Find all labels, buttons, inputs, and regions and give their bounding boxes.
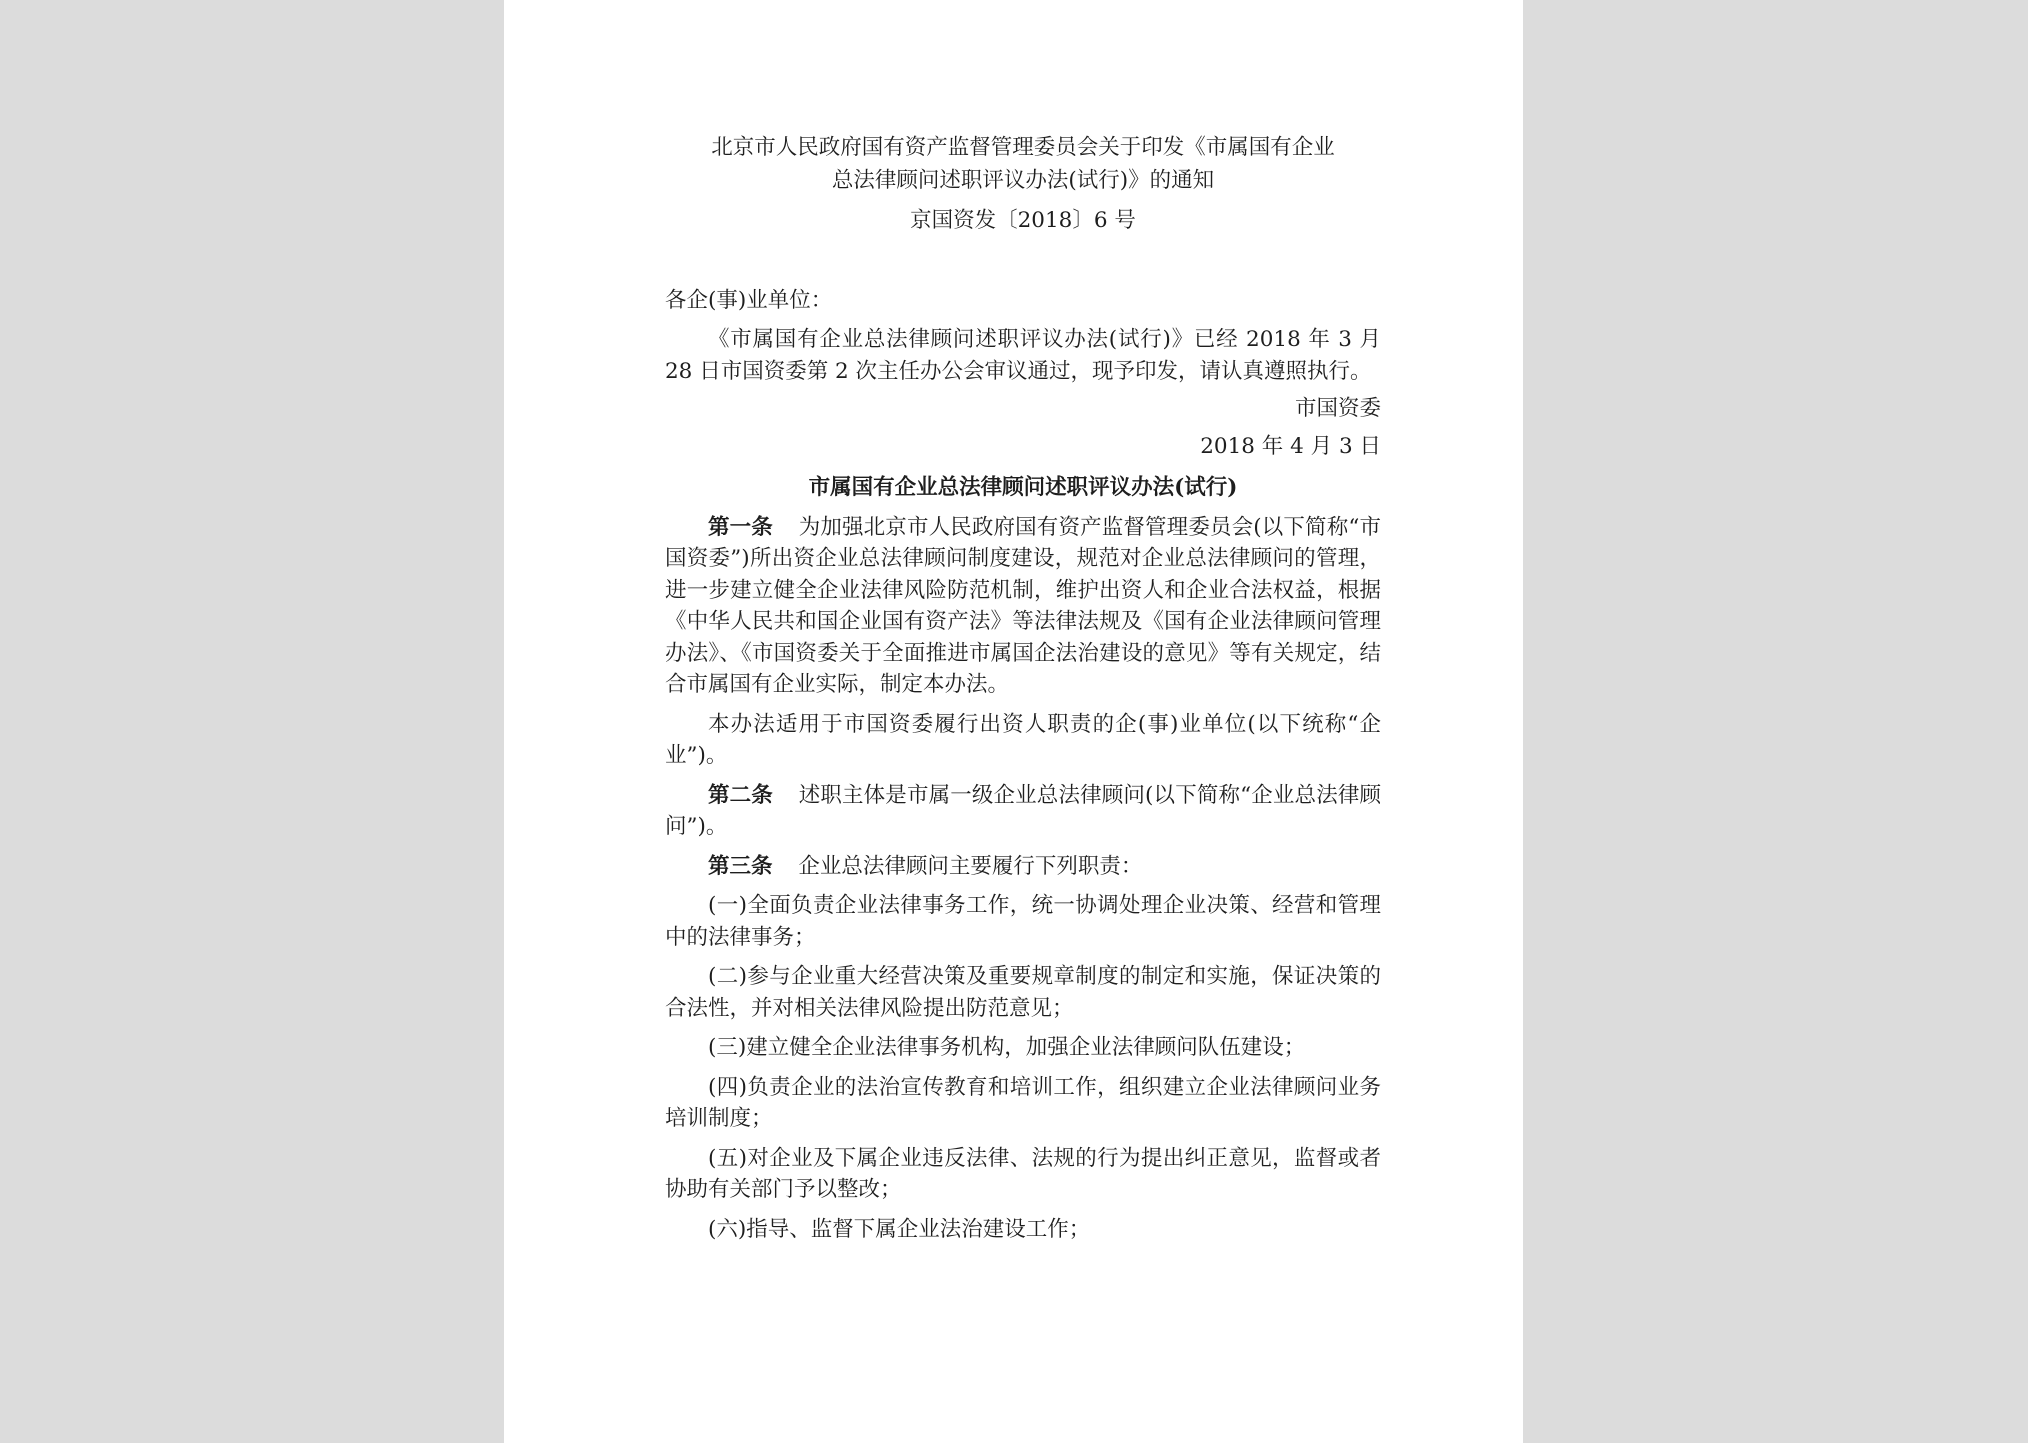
duty-item: (二)参与企业重大经营决策及重要规章制度的制定和实施，保证决策的合法性，并对相关法律风险提出防范意见； [665, 964, 1381, 1021]
article-1-label: 第一条 [708, 514, 773, 540]
title-line-1: 北京市人民政府国有资产监督管理委员会关于印发《市属国有企业 [711, 135, 1335, 160]
duty-item: (四)负责企业的法治宣传教育和培训工作，组织建立企业法律顾问业务培训制度； [665, 1074, 1381, 1131]
document-page [504, 0, 1523, 1443]
issuer: 市国资委 [1294, 396, 1381, 421]
duty-item: (一)全面负责企业法律事务工作，统一协调处理企业决策、经营和管理中的法律事务； [665, 893, 1381, 950]
document-number: 京国资发〔2018〕6 号 [910, 208, 1136, 233]
article-1-scope: 本办法适用于市国资委履行出资人职责的企(事)业单位(以下统称“企业”)。 [665, 711, 1381, 768]
article-3-label: 第三条 [708, 853, 773, 879]
duty-item: (六)指导、监督下属企业法治建设工作； [708, 1216, 1091, 1242]
article-1 [665, 512, 1381, 701]
article-2-text: 述职主体是市属一级企业总法律顾问(以下简称“企业总法律顾问”)。 [665, 782, 1381, 839]
title-line-2: 总法律顾问述职评议办法(试行)》的通知 [831, 168, 1215, 193]
duty-item: (三)建立健全企业法律事务机构，加强企业法律顾问队伍建设； [708, 1035, 1306, 1060]
article-1-text: 为加强北京市人民政府国有资产监督管理委员会(以下简称“市国资委”)所出资企业总法律顾问制度建设，规范对企业总法律顾问的管理，进一步建立健全企业法律风险防范机制，维护出资人和企业合法权益，根据《中华人民共和国企业国有资产法》等法律法规及《国有企业法律顾问管理办法》、《市国资委关于全面推进市属国企法治建设的意见》等有关规定，结合市属国有企业实际，制定本办法。 [665, 514, 1381, 697]
article-3 [665, 851, 1381, 883]
article-3-text: 企业总法律顾问主要履行下列职责： [798, 853, 1143, 879]
article-2 [665, 780, 1381, 843]
salutation: 各企(事)业单位： [665, 287, 833, 313]
intro-paragraph: 《市属国有企业总法律顾问述职评议办法(试行)》已经 2018 年 3 月 28 日市国资委第 2 次主任办公会审议通过，现予印发，请认真遵照执行。 [665, 327, 1381, 384]
issue-date: 2018 年 4 月 3 日 [1200, 433, 1381, 459]
document-body [665, 131, 1381, 1245]
document-title [665, 131, 1381, 197]
rules-title: 市属国有企业总法律顾问述职评议办法(试行) [808, 475, 1238, 500]
article-2-label: 第二条 [708, 782, 773, 808]
duty-item: (五)对企业及下属企业违反法律、法规的行为提出纠正意见，监督或者协助有关部门予以整改； [665, 1145, 1381, 1202]
